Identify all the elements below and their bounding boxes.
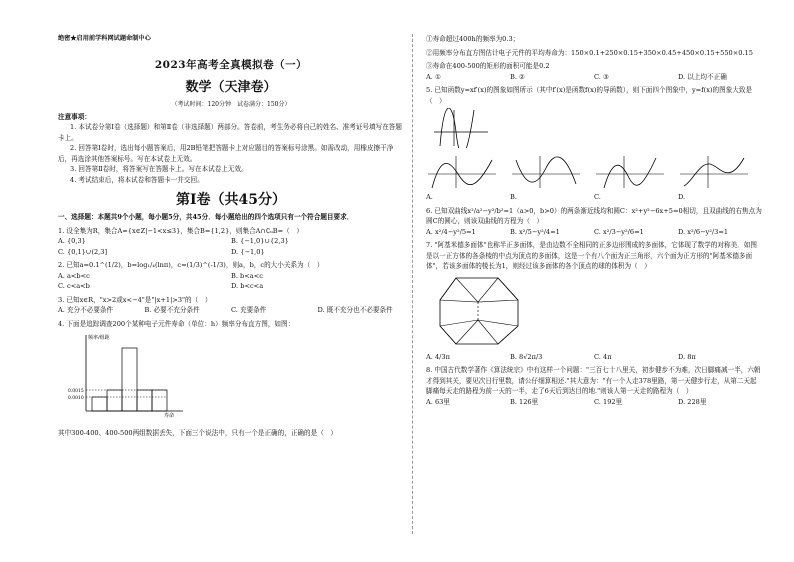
question-4: 4. 下面是追踪调查200个某种电子元件寿命（单位：h）频率分布直方图，如图： (58, 319, 295, 328)
polyhedron-face (440, 278, 478, 302)
histogram-bar (122, 348, 137, 411)
question-1-options (58, 236, 404, 257)
option: B. (510, 193, 517, 201)
option: D. 8π (678, 352, 696, 361)
option: A. 63里 (426, 397, 450, 406)
notice-item: 1. 本试卷分第Ⅰ卷（选择题）和第Ⅱ卷（非选择题）两部分。答卷前，考生务必将自己的姓名、准考证号填写在答题卡上。 (58, 123, 402, 142)
option: C. (594, 193, 601, 201)
q5-graph-c (594, 154, 666, 190)
question-8: 8. 中国古代数学著作《算法统宗》中有这样一个问题："三百七十八里关，初步健步不为难，次日脚痛减一半，六朝才得到其关，要见次日行里数，请公仔细算相还."其大意为："有一个人走378里路，第一天健步行走，从第二天起脚痛每天走的路程为前一天的一半，走了6天后到达目的地."则该人第一天走的路程为（ ） (426, 366, 761, 395)
curve (516, 157, 576, 184)
notice-item: 2. 回答第Ⅰ卷时，选出每小题答案后，用2B铅笔把答题卡上对应题目的答案标号涂黑。如需改动，用橡皮擦干净后，再选涂其他答案标号。写在本试卷上无效。 (58, 144, 394, 163)
option: A. 4/3π (426, 352, 450, 361)
option: D. x²/6−y²/3=1 (678, 227, 729, 236)
section-intro: 一、选择题：本题共9个小题，每小题5分，共45分．每小题给出的四个选项只有一个符合题目要求． (58, 213, 354, 221)
question-5-options (426, 192, 762, 203)
header-watermark: 绝密★启用前学科网试题命制中心 (58, 35, 151, 42)
q4-item: ③寿命在400-500的矩形的面积可能是0.2 (426, 62, 550, 70)
option: C. ③ (594, 72, 609, 81)
option: C. 192里 (594, 397, 623, 406)
option: A. ① (426, 72, 441, 81)
right-column (426, 34, 762, 407)
exam-title: 2023年高考全真模拟卷（一） (154, 59, 308, 71)
polyhedron-face (440, 320, 478, 344)
question-8-options (426, 397, 762, 408)
notice-item: 3. 回答第Ⅱ卷时，将答案写在答题卡上。写在本试卷上无效。 (70, 165, 248, 173)
left-column (58, 34, 404, 439)
y-tick-label: 0.0015 (68, 389, 84, 394)
question-4-options (426, 72, 762, 83)
option: D. (678, 193, 686, 201)
histogram-bar (92, 397, 107, 411)
q5-graph-d (678, 154, 750, 190)
option: D. {−1,0} (231, 247, 265, 256)
x-axis-label: 寿命 (164, 413, 175, 419)
option: C. x²/3−y²/6=1 (594, 227, 644, 236)
exam-meta: （考试时间：120分钟 试卷满分：150分） (171, 101, 291, 108)
exam-subtitle: 数学（天津卷） (185, 80, 277, 95)
y-axis-label: 频率/组距 (88, 335, 110, 341)
question-3-options (58, 305, 404, 316)
question-7: 7. "阿基米德多面体"也称半正多面体，是由边数不全相同的正多边形围成的多面体，它体现了数学的对称美．如图是以一正方体的各条棱的中点为顶点的多面体，这是一个有八个面为正三角形，六个面为正方形的"阿基米德多面体"，若该多面体的棱长为1，则经过该多面体的各个顶点的球的体积为（ ） (426, 241, 757, 270)
histogram-chart (68, 331, 188, 419)
option: B. x²/5−y²/4=1 (510, 227, 560, 236)
option: B. {−1,0}∪{2,3} (231, 237, 289, 245)
option: A. {0,3} (58, 237, 86, 245)
question-6: 6. 已知双曲线x²/a²−y²/b²=1（a>0，b>0）的两条渐近线均和圆C：x²+y²−6x+5=0相切，且双曲线的右焦点为圆C的圆心，则该双曲线的方程为（ ） (426, 206, 762, 225)
option: D. 以上均不正确 (678, 72, 727, 81)
option: B. ② (510, 72, 525, 81)
notice-label: 注意事项： (58, 113, 91, 121)
histogram-bar (152, 390, 167, 411)
option: A. 充分不必要条件 (58, 306, 114, 314)
option: B. b<a<c (231, 271, 263, 280)
option: C. {0,1}∪(2,3] (58, 247, 108, 256)
question-5: 5. 已知函数y=xf′(x)的图象如图所示（其中f′(x)是函数f(x)的导函数），则下面四个图象中，y=f(x)的图象大致是（ ） (426, 86, 753, 105)
option: D. 228里 (678, 397, 707, 406)
q5-graph-b (510, 154, 582, 190)
notice-item: 4. 考试结束后，将本试卷和答题卡一并交回。 (70, 175, 204, 184)
option: B. 8√2π/3 (510, 352, 543, 361)
curve (440, 108, 474, 148)
histogram-bar (107, 390, 122, 411)
polyhedron-outline (440, 278, 518, 344)
q4-item: ②用频率分布直方图估计电子元件的平均寿命为：150×0.1+250×0.15+350×0.45+450×0.15+550×0.15 (426, 48, 753, 57)
q5-option-graphs (426, 154, 762, 190)
option: D. b<c<a (231, 282, 264, 290)
option: A. a<b<c (58, 271, 90, 280)
q5-graph-a (426, 154, 498, 190)
question-6-options (426, 227, 762, 238)
question-2: 2. 已知a=0.1^(1/2)，b=log₁/₄(lnπ)，c=(1/3)^(-1/3)，则a，b，c的大小关系为（ ） (58, 261, 324, 269)
q4-item: ①寿命超过400h的频率为0.3； (426, 35, 520, 43)
option: B. 必要不充分条件 (144, 306, 200, 314)
polyhedron-face (478, 278, 518, 302)
question-4-tail: 其中300-400、400-500两组数据丢失，下面三个说法中，只有一个是正确的，正确的是（ ） (58, 429, 337, 437)
question-3: 3. 已知x∈R，"x>2或x<−4"是"|x+1|>3"的（ ） (58, 295, 212, 304)
polyhedron-figure (436, 274, 522, 348)
option: A. (426, 193, 433, 201)
question-1: 1. 设全集为R，集合A={x∈Z|−1<x≤3}，集合B={1,2}，则集合A∩∁ᵤB=（ ） (58, 226, 303, 235)
column-divider (412, 34, 413, 534)
option: C. 充要条件 (231, 306, 267, 314)
question-7-options (426, 352, 762, 363)
option: A. x²/4−y²/5=1 (426, 227, 476, 236)
option: D. 既不充分也不必要条件 (317, 306, 393, 314)
option: C. c<a<b (58, 282, 90, 290)
polyhedron-face (478, 320, 518, 344)
question-2-options (58, 271, 404, 292)
curve (604, 158, 656, 188)
curve (684, 158, 744, 186)
section-title: 第Ⅰ卷（共45分） (175, 192, 287, 208)
option: B. 126里 (510, 397, 539, 406)
histogram-bar (137, 390, 152, 411)
q5-main-graph (430, 108, 490, 148)
option: C. 4π (594, 352, 612, 361)
histogram-bars (86, 348, 167, 411)
y-tick-label: 0.0010 (68, 396, 84, 401)
